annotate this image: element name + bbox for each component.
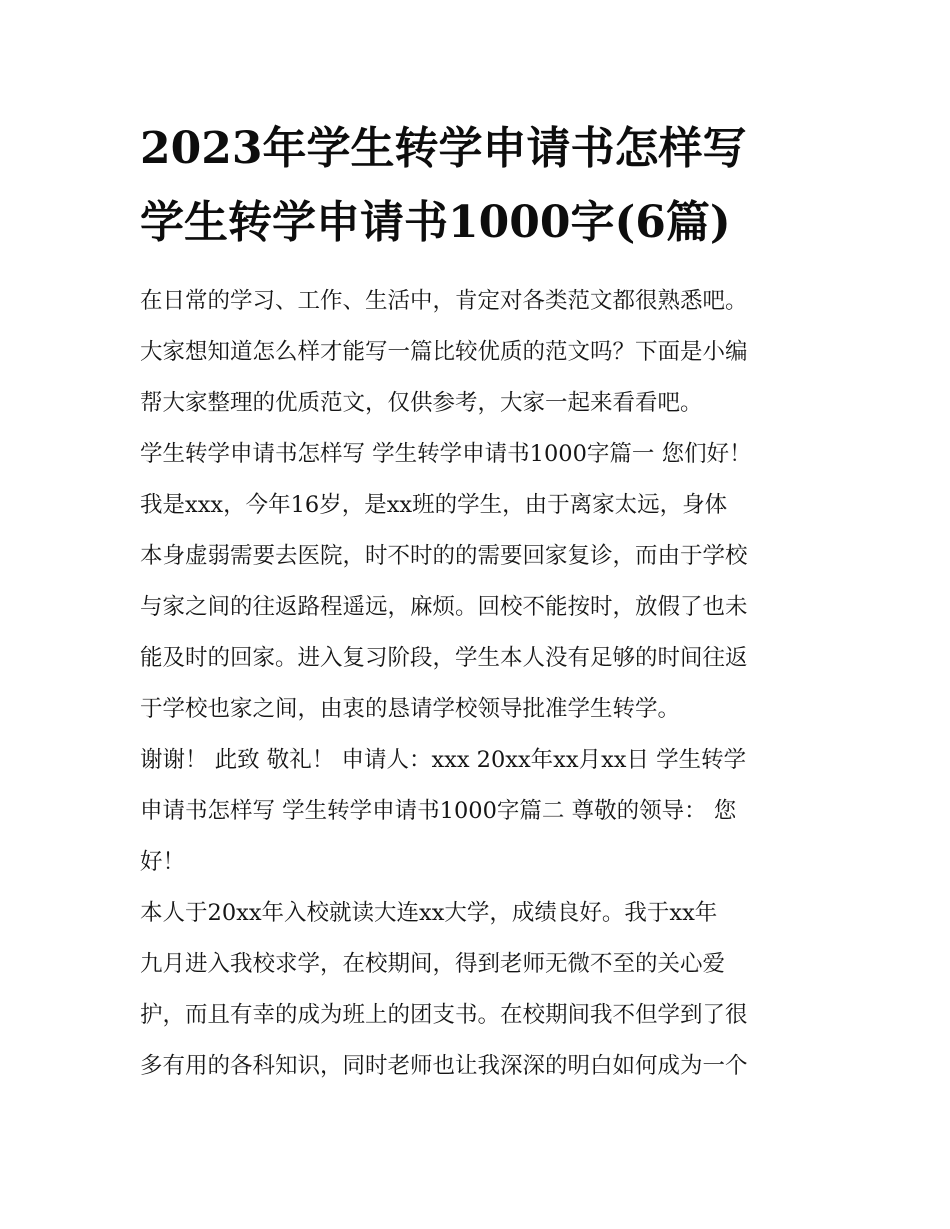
body-line: 九月进入我校求学，在校期间，得到老师无微不至的关心爱 [140,951,726,977]
body-line: 我是xxx，今年16岁，是xx班的学生，由于离家太远，身体 [140,492,728,518]
body-line: 学生转学申请书怎样写 学生转学申请书1000字篇一 您们好！ [140,441,752,467]
body-line: 能及时的回家。进入复习阶段，学生本人没有足够的时间往返 [140,645,748,671]
body-line: 于学校也家之间，由衷的恳请学校领导批准学生转学。 [140,696,681,722]
body-line: 护，而且有幸的成为班上的团支书。在校期间我不但学到了很 [140,1002,748,1028]
body-line: 谢谢！ 此致 敬礼！ 申请人：xxx 20xx年xx月xx日 学生转学 [140,747,747,773]
document-title [140,112,820,260]
title-line: 学生转学申请书1000字(6篇) [140,197,731,248]
body-line: 大家想知道怎么样才能写一篇比较优质的范文吗？下面是小编 [140,339,748,365]
body-line: 帮大家整理的优质范文，仅供参考，大家一起来看看吧。 [140,390,703,416]
body-line: 申请书怎样写 学生转学申请书1000字篇二 尊敬的领导： 您 [140,798,737,824]
body-line: 好！ [140,849,186,875]
body-line: 本身虚弱需要去医院，时不时的的需要回家复诊，而由于学校 [140,543,748,569]
body-line: 多有用的各科知识，同时老师也让我深深的明白如何成为一个 [140,1053,748,1079]
title-line: 2023年学生转学申请书怎样写 [140,123,747,174]
document-body [140,276,820,1092]
body-line: 与家之间的往返路程遥远，麻烦。回校不能按时，放假了也未 [140,594,748,620]
body-line: 在日常的学习、工作、生活中，肯定对各类范文都很熟悉吧。 [140,288,748,314]
body-line: 本人于20xx年入校就读大连xx大学，成绩良好。我于xx年 [140,900,718,926]
